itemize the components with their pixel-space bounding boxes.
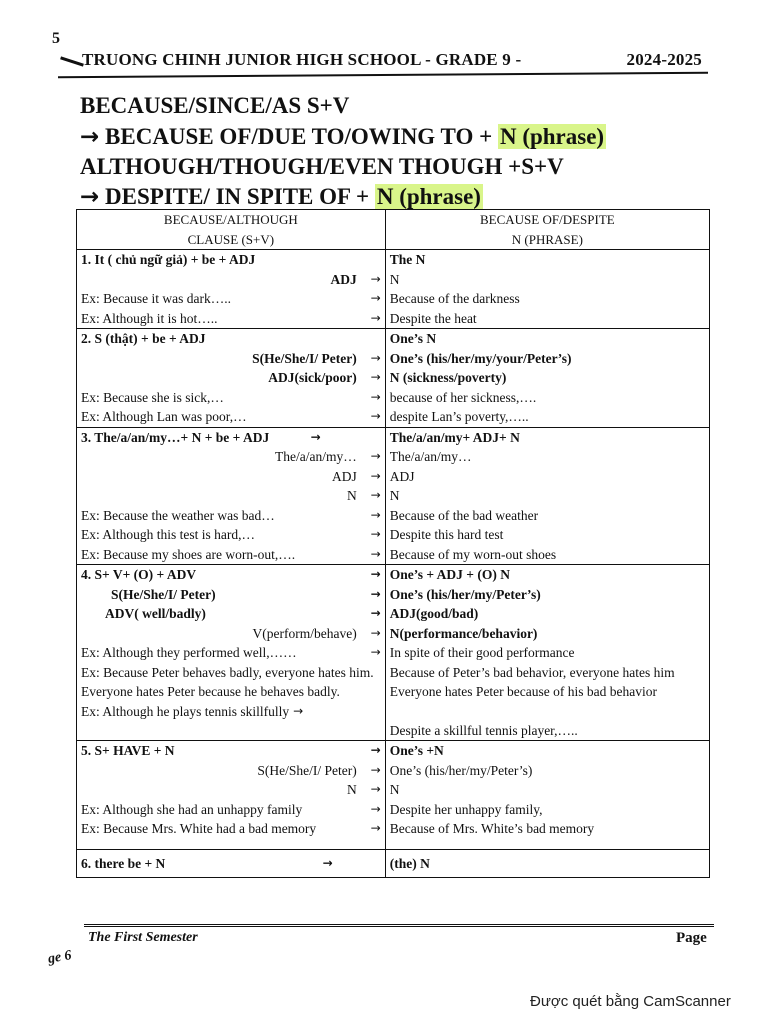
example-line: Ex: Because Peter behaves badly, everyone hates him.: [81, 664, 374, 680]
section-5-right: One’s +N One’s (his/her/my/Peter’s) N Despite her unhappy family, Because of Mrs. White’s bad memory: [385, 741, 709, 850]
title-although: ALTHOUGH/THOUGH/EVEN THOUGH +S+V: [80, 154, 564, 179]
arrow-icon: →: [370, 350, 381, 365]
arrow-icon: →: [370, 606, 381, 620]
section-3-right: The/a/an/my+ ADJ+ N The/a/an/my… ADJ N Because of the bad weather Despite this hard test Because of my worn-out shoes: [385, 427, 709, 565]
section-1-right: The N N Because of the darkness Despite the heat: [385, 250, 709, 329]
example-line: Ex: Because it was dark….. →: [81, 289, 381, 309]
section-4-right: One’s + ADJ + (O) N One’s (his/her/my/Peter’s) ADJ(good/bad) N(performance/behavior) In spite of their good performance Because of Peter’s bad behavior, everyone hates him Everyone hates Peter because of his bad behavior Despite a skillful tennis player,…..: [385, 565, 709, 741]
table-row: [77, 329, 710, 428]
arrow-icon: →: [370, 449, 381, 463]
head-left: [77, 210, 386, 250]
head-left-subtitle: CLAUSE (S+V): [187, 231, 275, 247]
section-6-right: (the) N: [385, 849, 709, 878]
footer-semester: The First Semester: [88, 930, 198, 945]
footer-page: Page: [676, 930, 707, 946]
school-name: TRUONG CHINH JUNIOR HIGH SCHOOL - GRADE 9 -: [82, 50, 522, 69]
rule-line: 6. there be + N →: [81, 854, 381, 874]
head-left-title: BECAUSE/ALTHOUGH: [163, 212, 298, 227]
arrow-icon: →: [370, 546, 381, 561]
example-line: Ex: Although he plays tennis skillfully →: [81, 702, 381, 722]
table-row: [77, 565, 710, 741]
arrow-icon: →: [310, 429, 321, 444]
example-line: Ex: Although she had an unhappy family →: [81, 800, 381, 820]
title-because-of: [80, 124, 606, 150]
rule-line: S(He/She/I/ Peter) →: [81, 585, 381, 605]
rule-line: N →: [81, 486, 381, 506]
highlight-n-phrase: N (phrase): [499, 124, 605, 149]
rule-line: ADV( well/badly) →: [81, 604, 381, 624]
arrow-icon: →: [370, 821, 381, 835]
head-right-subtitle: N (PHRASE): [511, 231, 583, 247]
arrow-icon: →: [370, 625, 381, 640]
arrow-icon: →: [322, 855, 333, 870]
table-row: [77, 849, 710, 878]
rule-line: 4. S+ V+ (O) + ADV →: [81, 565, 381, 585]
rule-line: N →: [81, 780, 381, 800]
title-because-of-text: BECAUSE OF/DUE TO/OWING TO +: [105, 124, 493, 149]
rule-line: S(He/She/I/ Peter) →: [81, 349, 381, 369]
page-number-mark: ge 6: [46, 948, 73, 967]
arrow-icon: →: [370, 645, 381, 659]
section-6-left: [77, 849, 386, 878]
arrow-icon: →: [370, 409, 381, 423]
arrow-icon: →: [370, 527, 381, 541]
example-line: Ex: Because Mrs. White had a bad memory →: [81, 819, 381, 849]
arrow-icon: →: [293, 703, 304, 718]
highlight-n-phrase: N (phrase): [376, 184, 481, 209]
rule-line: 1. It ( chủ ngữ giả) + be + ADJ: [81, 252, 256, 267]
head-right: [385, 210, 709, 250]
example-line: Ex: Because my shoes are worn-out,…. →: [81, 545, 381, 565]
arrow-icon: →: [370, 488, 381, 502]
arrow-icon: →: [370, 389, 381, 404]
example-line: Ex: Although it is hot….. →: [81, 309, 381, 329]
grammar-table: [76, 209, 710, 878]
section-3-left: [77, 427, 386, 565]
example-line: Ex: Although this test is hard,… →: [81, 525, 381, 545]
example-line: Ex: Because she is sick,… →: [81, 388, 381, 408]
rule-line: 3. The/a/an/my…+ N + be + ADJ →: [81, 428, 381, 448]
rule-line: ADJ →: [81, 270, 381, 290]
footer-rule: [84, 924, 714, 927]
header-arrow-mark: [60, 56, 84, 66]
arrow-icon: →: [370, 782, 381, 796]
rule-line: S(He/She/I/ Peter) →: [81, 761, 381, 781]
section-2-left: [77, 329, 386, 428]
table-row: [77, 427, 710, 565]
school-year: 2024-2025: [626, 50, 702, 69]
arrow-icon: →: [370, 762, 381, 777]
page-corner-mark: 5: [52, 30, 60, 47]
section-1-left: [77, 250, 386, 329]
section-2-right: One’s N One’s (his/her/my/your/Peter’s) N (sickness/poverty) because of her sickness,…. despite Lan’s poverty,…..: [385, 329, 709, 428]
arrow-icon: →: [370, 468, 381, 483]
section-4-left: [77, 565, 386, 741]
title-because-since-as: BECAUSE/SINCE/AS S+V: [80, 93, 350, 118]
school-header: [82, 50, 702, 70]
arrow-icon: →: [370, 567, 381, 581]
example-line: Ex: Although Lan was poor,… →: [81, 407, 381, 427]
rule-line: 2. S (thật) + be + ADJ: [81, 331, 206, 346]
rule-line: 5. S+ HAVE + N →: [81, 741, 381, 761]
arrow-icon: →: [370, 370, 381, 384]
arrow-icon: →: [370, 310, 381, 325]
title-despite-text: DESPITE/ IN SPITE OF +: [105, 184, 370, 209]
arrow-icon: →: [370, 291, 381, 305]
head-right-title: BECAUSE OF/DESPITE: [480, 212, 615, 227]
example-line: Ex: Although they performed well,…… →: [81, 643, 381, 663]
scanner-watermark: Được quét bằng CamScanner: [530, 993, 731, 1010]
table-head-row: [77, 210, 710, 250]
table-row: [77, 741, 710, 850]
arrow-icon: →: [370, 271, 381, 286]
arrow-icon: →: [80, 184, 100, 210]
arrow-icon: →: [370, 586, 381, 601]
section-5-left: [77, 741, 386, 850]
arrow-icon: →: [370, 743, 381, 757]
rule-line: ADJ →: [81, 467, 381, 487]
example-line: Ex: Because the weather was bad… →: [81, 506, 381, 526]
example-line: Everyone hates Peter because he behaves badly.: [81, 684, 340, 699]
arrow-icon: →: [370, 801, 381, 816]
rule-line: The/a/an/my… →: [81, 447, 381, 467]
header-rule: [58, 72, 708, 79]
title-despite: [80, 184, 483, 210]
rule-line: V(perform/behave) →: [81, 624, 381, 644]
arrow-icon: →: [80, 124, 100, 150]
rule-line: ADJ(sick/poor) →: [81, 368, 381, 388]
table-row: [77, 250, 710, 329]
arrow-icon: →: [370, 507, 381, 522]
